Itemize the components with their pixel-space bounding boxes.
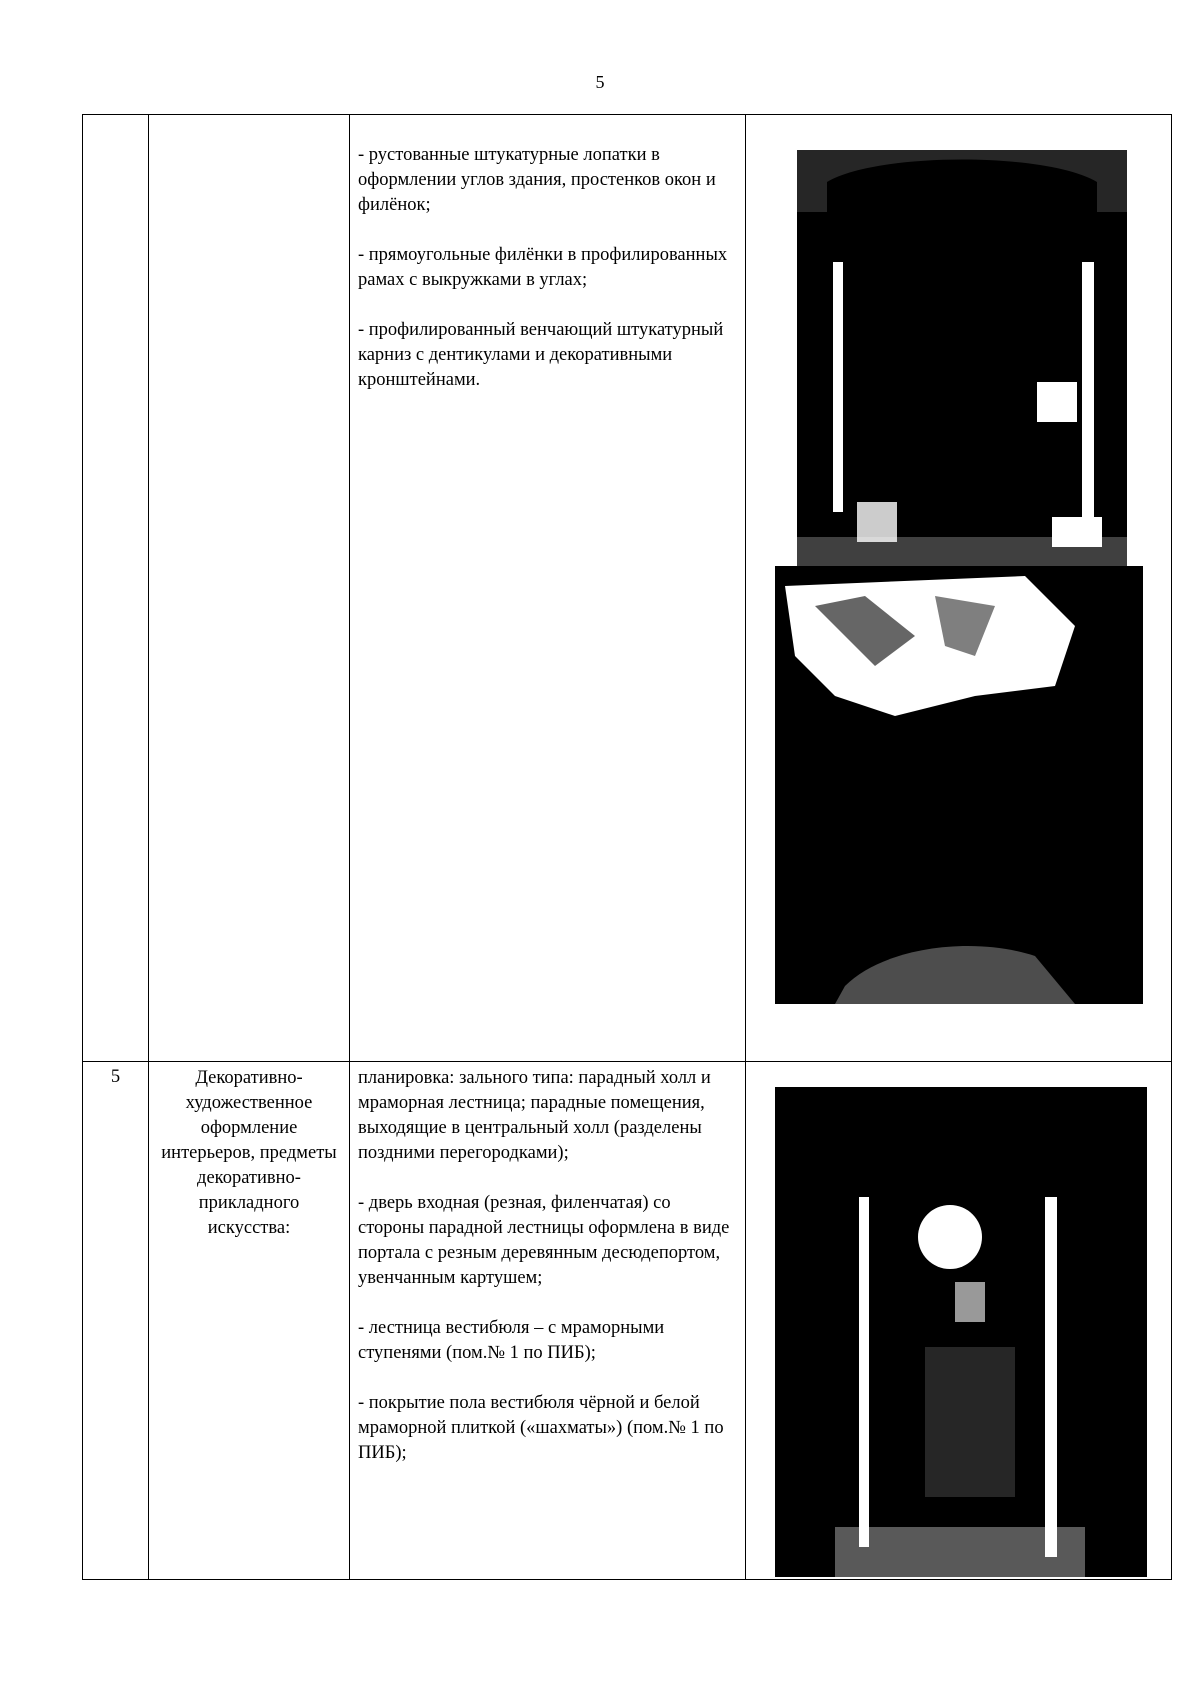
page-number: 5 [595,72,605,92]
description-item: - прямоугольные филёнки в профилированных рамах с выкружками в углах; [358,245,728,290]
vestibule-photo [775,1087,1147,1577]
column-divider [745,115,746,1579]
facade-arch-photo [797,142,1127,567]
row-name: Декоративно-художественное оформление интерьеров, предметы декоративно-прикладного искусства: [161,1068,337,1238]
description-item: - рустованные штукатурные лопатки в оформлении углов здания, простенков окон и филёнок; [358,145,716,215]
row-description [358,1066,738,1491]
monument-elements-table [82,114,1172,1580]
courtyard-photo [775,566,1143,1004]
row-description [358,143,738,418]
description-item: - профилированный венчающий штукатурный карниз с дентикулами и декоративными кронштейнами. [358,320,724,390]
row-divider [83,1061,1171,1062]
description-item: планировка: зального типа: парадный холл и мраморная лестница; парадные помещения, выходящие в центральный холл (разделены поздними перегородками); [358,1068,711,1163]
description-item: - дверь входная (резная, филенчатая) со стороны парадной лестницы оформлена в виде портала с резным деревянным десюдепортом, увенчанным картушем; [358,1193,730,1288]
column-divider [349,115,350,1579]
description-item: - лестница вестибюля – с мраморными ступенями (пом.№ 1 по ПИБ); [358,1318,665,1363]
column-divider [148,115,149,1579]
row-number: 5 [110,1067,121,1087]
description-item: - покрытие пола вестибюля чёрной и белой мраморной плиткой («шахматы») (пом.№ 1 по ПИБ); [358,1393,724,1463]
